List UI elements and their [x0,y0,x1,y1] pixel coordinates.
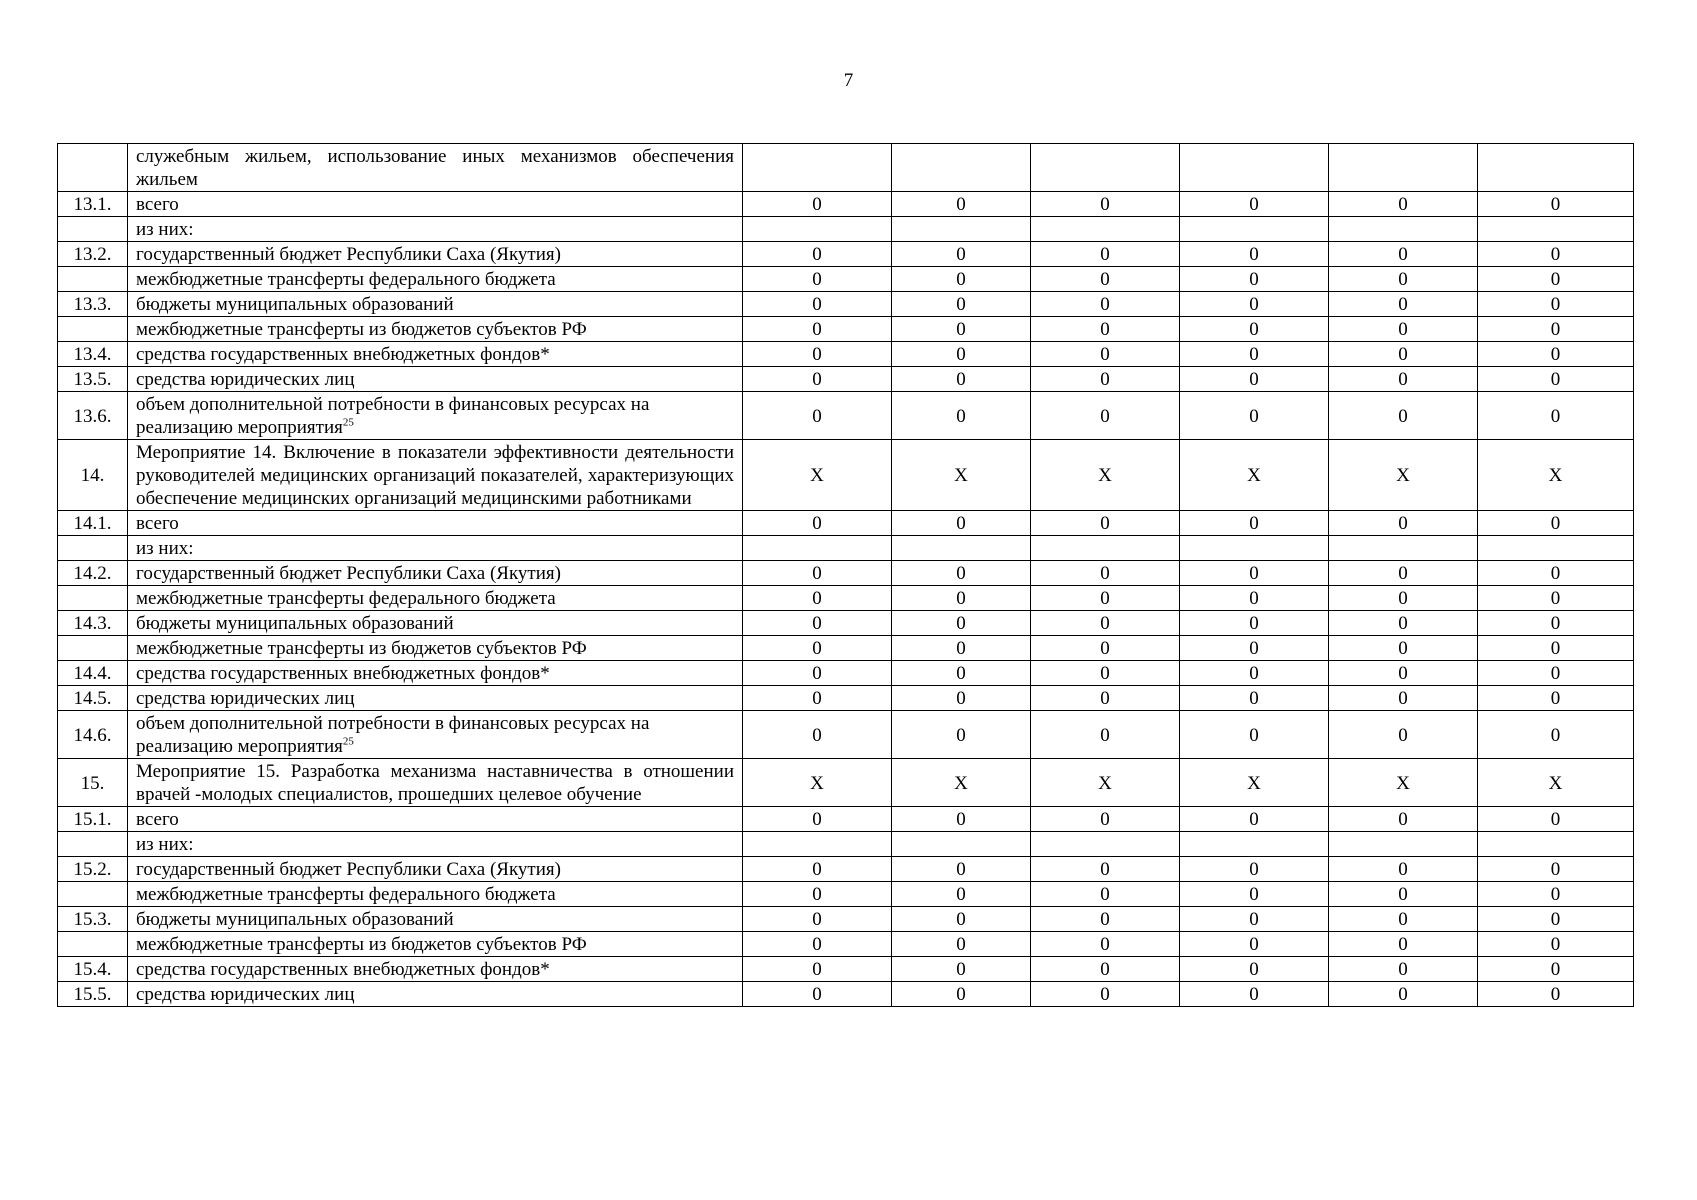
value-cell: 0 [1180,857,1329,882]
row-number: 13.5. [58,367,128,392]
value-cell: 0 [892,711,1031,759]
value-cell: 0 [1478,342,1634,367]
value-cell: X [1478,759,1634,807]
row-number: 15.4. [58,957,128,982]
value-cell: 0 [743,686,892,711]
row-number: 15.1. [58,807,128,832]
value-cell: 0 [892,392,1031,440]
value-cell: 0 [1478,561,1634,586]
value-cell [1329,217,1478,242]
value-cell: 0 [1329,711,1478,759]
value-cell: 0 [1478,982,1634,1007]
value-cell: X [892,759,1031,807]
row-description-text: служебным жильем, использование иных механизмов обеспечения жильем [136,146,734,190]
value-cell: 0 [743,242,892,267]
value-cell: 0 [892,242,1031,267]
row-description-text: бюджеты муниципальных образований [136,613,454,634]
value-cell: 0 [1329,367,1478,392]
table-row [58,832,1634,857]
value-cell: 0 [1478,586,1634,611]
value-cell: 0 [1329,907,1478,932]
value-cell: 0 [743,561,892,586]
value-cell: 0 [892,342,1031,367]
row-description [128,636,743,661]
row-number [58,536,128,561]
value-cell: 0 [1031,907,1180,932]
value-cell: X [1180,440,1329,511]
row-description [128,192,743,217]
value-cell: 0 [1180,661,1329,686]
value-cell: 0 [1478,907,1634,932]
value-cell: 0 [743,882,892,907]
value-cell: 0 [1478,857,1634,882]
value-cell [1478,832,1634,857]
value-cell: 0 [1478,292,1634,317]
value-cell: 0 [1031,882,1180,907]
value-cell: 0 [1329,342,1478,367]
value-cell: 0 [1031,857,1180,882]
value-cell: 0 [1329,242,1478,267]
value-cell: 0 [892,686,1031,711]
table-row [58,392,1634,440]
value-cell [892,832,1031,857]
value-cell: 0 [743,342,892,367]
row-description-text: всего [136,809,179,830]
value-cell: 0 [1180,957,1329,982]
value-cell: 0 [892,367,1031,392]
row-description [128,367,743,392]
table-row [58,317,1634,342]
row-description-text: объем дополнительной потребности в финансовых ресурсах на реализацию мероприятия [136,394,650,438]
table-row [58,982,1634,1007]
value-cell: 0 [1180,882,1329,907]
table-row [58,711,1634,759]
value-cell: 0 [892,957,1031,982]
row-description-text: из них: [136,834,194,855]
value-cell: 0 [1031,807,1180,832]
value-cell: 0 [1329,392,1478,440]
row-description [128,586,743,611]
value-cell: 0 [1329,807,1478,832]
value-cell: 0 [892,611,1031,636]
row-description-text: межбюджетные трансферты федерального бюджета [136,269,556,290]
row-number: 13.1. [58,192,128,217]
value-cell: 0 [1478,957,1634,982]
table-row [58,807,1634,832]
row-number: 14.2. [58,561,128,586]
value-cell: 0 [1329,511,1478,536]
row-description-text: Мероприятие 14. Включение в показатели эффективности деятельности руководителей медицинских организаций показателей, характеризующих обеспечение медицинских организаций медицинскими работниками [136,442,734,509]
row-description [128,611,743,636]
row-description-text: всего [136,513,179,534]
value-cell: 0 [1329,932,1478,957]
row-description-text: всего [136,194,179,215]
row-number [58,144,128,192]
table-row [58,440,1634,511]
row-description-text: межбюджетные трансферты из бюджетов субъектов РФ [136,934,587,955]
value-cell: X [1478,440,1634,511]
row-description [128,511,743,536]
row-description-text: средства государственных внебюджетных фондов* [136,663,550,684]
value-cell: 0 [1180,317,1329,342]
row-description-text: средства государственных внебюджетных фондов* [136,959,550,980]
value-cell: 0 [1180,982,1329,1007]
value-cell: 0 [892,267,1031,292]
value-cell: 0 [1478,242,1634,267]
row-description-text: объем дополнительной потребности в финансовых ресурсах на реализацию мероприятия [136,713,650,757]
value-cell: 0 [1329,857,1478,882]
table-row [58,686,1634,711]
value-cell: 0 [892,586,1031,611]
value-cell: 0 [1329,317,1478,342]
row-description [128,932,743,957]
value-cell: 0 [1180,511,1329,536]
value-cell: X [1031,759,1180,807]
value-cell: X [1031,440,1180,511]
row-number [58,317,128,342]
value-cell [743,144,892,192]
row-description [128,807,743,832]
row-description [128,957,743,982]
row-description-text: средства государственных внебюджетных фондов* [136,344,550,365]
table-row [58,586,1634,611]
value-cell: 0 [1031,367,1180,392]
value-cell: 0 [1329,686,1478,711]
value-cell: 0 [892,317,1031,342]
value-cell: 0 [743,661,892,686]
value-cell: 0 [743,511,892,536]
row-number [58,832,128,857]
value-cell: 0 [743,586,892,611]
row-description [128,832,743,857]
row-number: 14.1. [58,511,128,536]
row-description-text: государственный бюджет Республики Саха (Якутия) [136,563,561,584]
value-cell: 0 [743,957,892,982]
value-cell: 0 [1180,392,1329,440]
value-cell: 0 [1329,586,1478,611]
row-description [128,711,743,759]
value-cell [1329,832,1478,857]
table-row [58,144,1634,192]
row-description [128,267,743,292]
value-cell [743,217,892,242]
row-number: 15.5. [58,982,128,1007]
value-cell: 0 [892,192,1031,217]
value-cell [1329,144,1478,192]
page-number: 7 [843,70,854,91]
row-number: 15.2. [58,857,128,882]
table-row [58,536,1634,561]
value-cell [1031,832,1180,857]
value-cell: 0 [1329,561,1478,586]
value-cell: 0 [743,611,892,636]
row-description [128,857,743,882]
row-number: 14.6. [58,711,128,759]
value-cell: 0 [1180,686,1329,711]
value-cell: 0 [892,511,1031,536]
value-cell: 0 [743,392,892,440]
row-number: 14.3. [58,611,128,636]
value-cell: 0 [892,807,1031,832]
value-cell: 0 [1478,636,1634,661]
table-row [58,759,1634,807]
value-cell [1478,217,1634,242]
row-number: 13.6. [58,392,128,440]
table-row [58,342,1634,367]
value-cell: 0 [1031,661,1180,686]
table-row [58,932,1634,957]
table-row [58,882,1634,907]
value-cell: 0 [1180,711,1329,759]
row-description [128,342,743,367]
table-body [58,144,1634,1007]
value-cell: 0 [1180,342,1329,367]
value-cell: X [743,759,892,807]
value-cell: 0 [1329,611,1478,636]
value-cell: 0 [1329,982,1478,1007]
row-description [128,686,743,711]
value-cell: 0 [1031,611,1180,636]
value-cell: 0 [1478,367,1634,392]
row-description [128,561,743,586]
row-description [128,217,743,242]
value-cell: X [892,440,1031,511]
value-cell: 0 [743,907,892,932]
value-cell: 0 [1478,807,1634,832]
value-cell: 0 [1180,242,1329,267]
row-description [128,392,743,440]
row-number [58,882,128,907]
row-description [128,242,743,267]
value-cell [1031,144,1180,192]
value-cell [1478,144,1634,192]
value-cell: 0 [1478,392,1634,440]
value-cell: 0 [892,292,1031,317]
row-description-text: межбюджетные трансферты из бюджетов субъектов РФ [136,319,587,340]
value-cell: 0 [1180,292,1329,317]
value-cell [1180,536,1329,561]
row-description-text: из них: [136,538,194,559]
value-cell [892,144,1031,192]
row-number [58,586,128,611]
value-cell: 0 [1180,932,1329,957]
value-cell [743,832,892,857]
row-number: 14.4. [58,661,128,686]
row-number: 14.5. [58,686,128,711]
row-description-text: государственный бюджет Республики Саха (Якутия) [136,244,561,265]
value-cell: 0 [1478,711,1634,759]
table-row [58,857,1634,882]
table-row [58,192,1634,217]
value-cell: 0 [1478,192,1634,217]
value-cell: 0 [1031,636,1180,661]
value-cell [743,536,892,561]
value-cell: 0 [1031,242,1180,267]
table-row [58,242,1634,267]
value-cell: 0 [892,882,1031,907]
row-description [128,882,743,907]
value-cell: 0 [1031,292,1180,317]
row-description [128,982,743,1007]
value-cell: 0 [743,192,892,217]
value-cell: 0 [1031,267,1180,292]
value-cell: 0 [892,561,1031,586]
row-description-text: средства юридических лиц [136,369,355,390]
value-cell: 0 [743,292,892,317]
row-description-text: межбюджетные трансферты федерального бюджета [136,884,556,905]
value-cell: 0 [1180,807,1329,832]
value-cell: 0 [1031,586,1180,611]
row-number [58,636,128,661]
row-number [58,932,128,957]
value-cell: 0 [892,661,1031,686]
row-description [128,440,743,511]
value-cell: 0 [743,857,892,882]
row-number: 15. [58,759,128,807]
value-cell: 0 [1329,957,1478,982]
table-row [58,217,1634,242]
value-cell: 0 [1180,611,1329,636]
row-description-text: межбюджетные трансферты федерального бюджета [136,588,556,609]
value-cell: 0 [1478,317,1634,342]
value-cell: 0 [1180,192,1329,217]
value-cell: 0 [1031,982,1180,1007]
row-description-text: государственный бюджет Республики Саха (Якутия) [136,859,561,880]
value-cell: 0 [1031,511,1180,536]
value-cell: 0 [1478,267,1634,292]
value-cell: 0 [892,982,1031,1007]
footnote-reference: 25 [342,416,354,429]
value-cell: 0 [743,317,892,342]
table-row [58,907,1634,932]
value-cell: 0 [1180,367,1329,392]
value-cell: 0 [1031,317,1180,342]
table-row [58,636,1634,661]
row-number: 13.2. [58,242,128,267]
value-cell: 0 [743,636,892,661]
table-row [58,611,1634,636]
value-cell [1180,217,1329,242]
table-row [58,957,1634,982]
value-cell: 0 [1478,611,1634,636]
value-cell: 0 [1478,511,1634,536]
row-number [58,267,128,292]
value-cell: 0 [1180,907,1329,932]
table-row [58,292,1634,317]
row-number: 14. [58,440,128,511]
value-cell: 0 [1478,932,1634,957]
value-cell: 0 [1478,882,1634,907]
row-description-text: бюджеты муниципальных образований [136,909,454,930]
value-cell: 0 [1031,957,1180,982]
value-cell [1031,217,1180,242]
value-cell: 0 [892,857,1031,882]
value-cell: 0 [1329,292,1478,317]
value-cell: 0 [1031,192,1180,217]
row-description-text: межбюджетные трансферты из бюджетов субъектов РФ [136,638,587,659]
value-cell: 0 [1478,686,1634,711]
value-cell: 0 [1180,586,1329,611]
row-number: 13.3. [58,292,128,317]
value-cell [1329,536,1478,561]
value-cell: 0 [1180,267,1329,292]
value-cell: X [743,440,892,511]
row-description [128,759,743,807]
value-cell: X [1180,759,1329,807]
footnote-reference: 25 [342,735,354,748]
value-cell [1478,536,1634,561]
table-row [58,561,1634,586]
table-row [58,367,1634,392]
value-cell: 0 [1329,192,1478,217]
value-cell: 0 [743,807,892,832]
row-number: 13.4. [58,342,128,367]
value-cell: 0 [1478,661,1634,686]
value-cell: 0 [892,932,1031,957]
row-description [128,907,743,932]
value-cell: 0 [1329,267,1478,292]
value-cell: X [1329,759,1478,807]
row-description-text: Мероприятие 15. Разработка механизма наставничества в отношении врачей -молодых специалистов, прошедших целевое обучение [136,761,734,805]
row-description-text: из них: [136,219,194,240]
table-row [58,511,1634,536]
value-cell: 0 [743,267,892,292]
budget-table [57,143,1634,1007]
row-number [58,217,128,242]
value-cell: 0 [1031,561,1180,586]
row-number: 15.3. [58,907,128,932]
row-description [128,144,743,192]
row-description [128,536,743,561]
row-description [128,317,743,342]
value-cell: 0 [1180,636,1329,661]
value-cell [892,217,1031,242]
value-cell: 0 [892,636,1031,661]
row-description-text: бюджеты муниципальных образований [136,294,454,315]
value-cell: 0 [892,907,1031,932]
value-cell [1180,144,1329,192]
value-cell: 0 [1031,711,1180,759]
value-cell: 0 [743,982,892,1007]
value-cell: 0 [743,711,892,759]
value-cell [892,536,1031,561]
value-cell: 0 [1031,342,1180,367]
table-row [58,661,1634,686]
row-description [128,292,743,317]
value-cell: X [1329,440,1478,511]
table-row [58,267,1634,292]
value-cell: 0 [1031,392,1180,440]
value-cell: 0 [1329,636,1478,661]
row-description [128,661,743,686]
value-cell: 0 [1031,932,1180,957]
value-cell: 0 [743,367,892,392]
row-description-text: средства юридических лиц [136,984,355,1005]
value-cell: 0 [1180,561,1329,586]
value-cell: 0 [1329,661,1478,686]
value-cell: 0 [1031,686,1180,711]
value-cell [1180,832,1329,857]
value-cell: 0 [1329,882,1478,907]
row-description-text: средства юридических лиц [136,688,355,709]
value-cell [1031,536,1180,561]
value-cell: 0 [743,932,892,957]
